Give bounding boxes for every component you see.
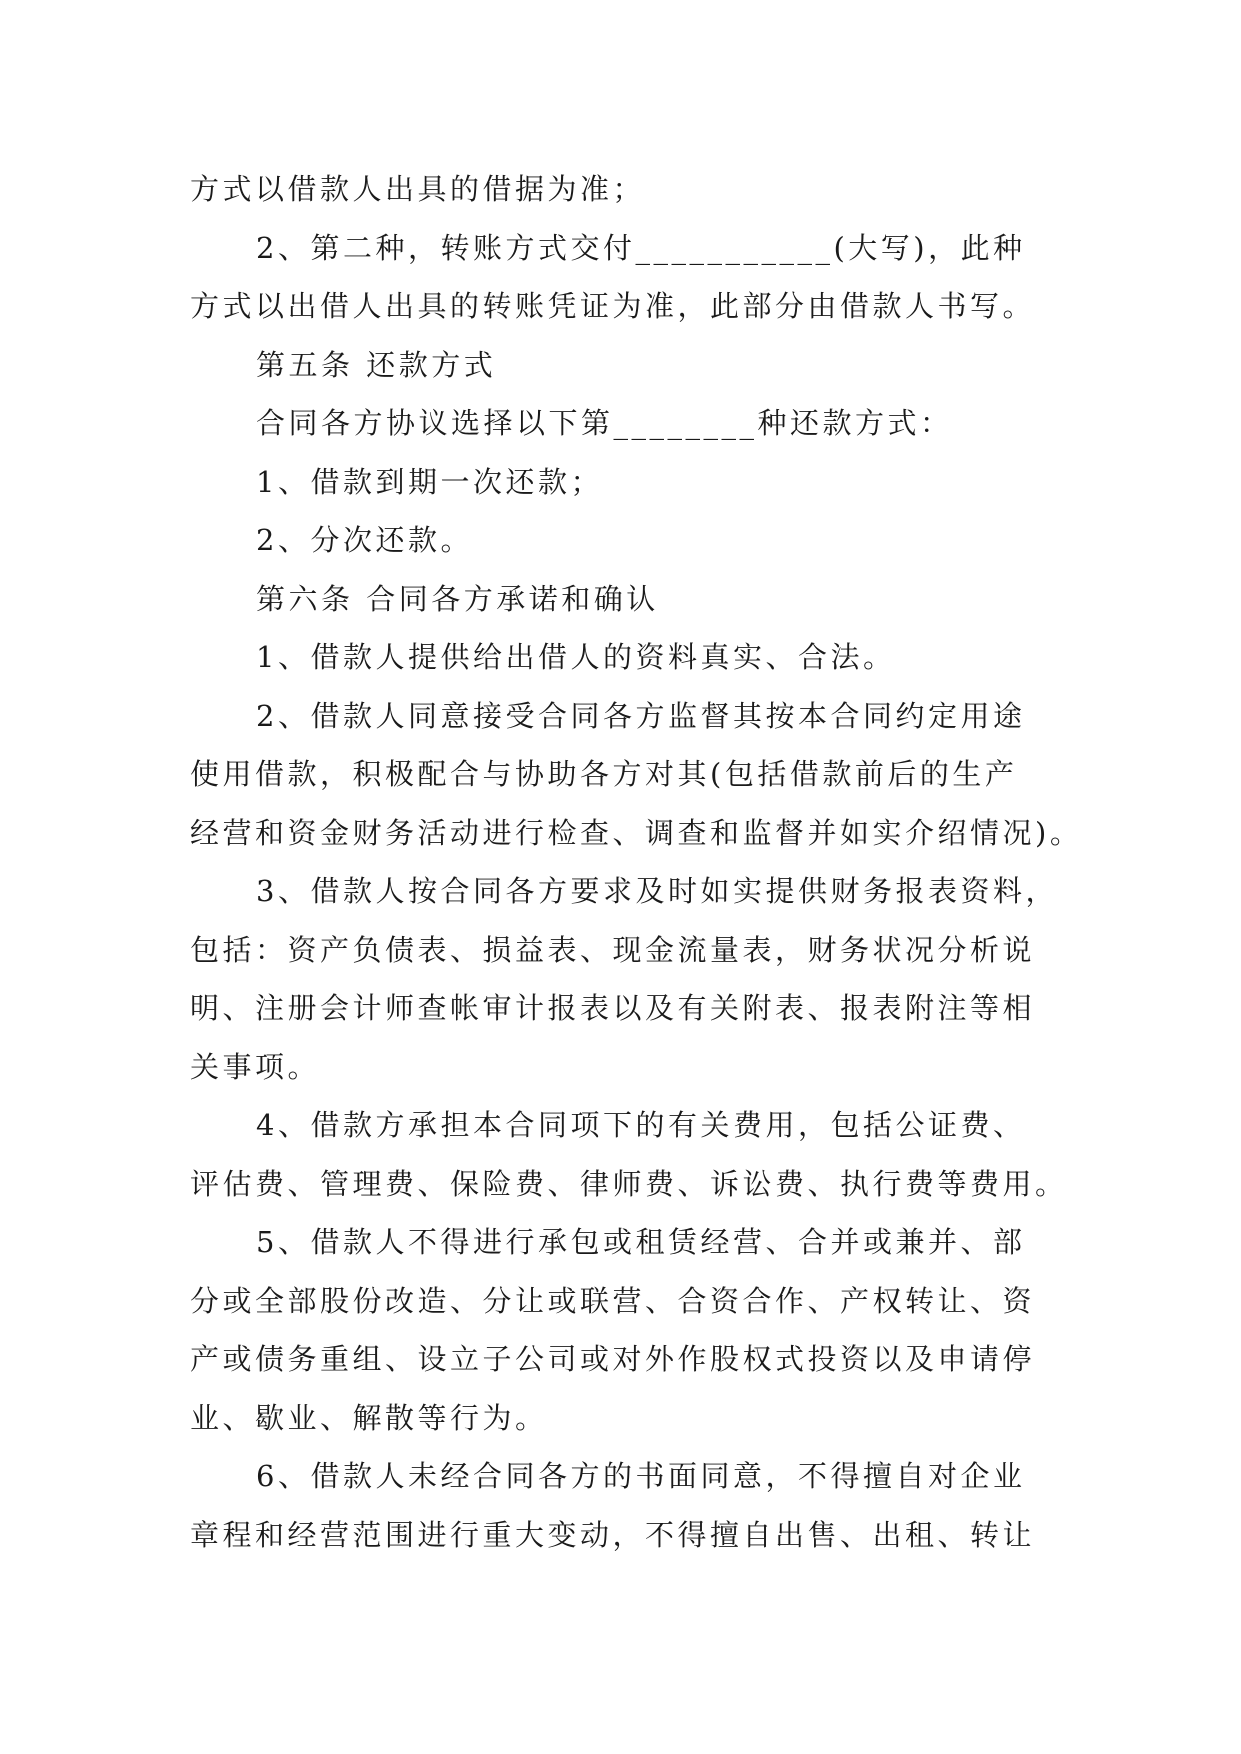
text-line: 经营和资金财务活动进行检查、调查和监督并如实介绍情况)。 (190, 815, 1083, 850)
text-line: 评估费、管理费、保险费、律师费、诉讼费、执行费等费用。 (190, 1166, 1068, 1201)
clause-item: 2、分次还款。 (256, 523, 473, 557)
text-line: 关事项。 (190, 1049, 321, 1084)
text-line: 合同各方协议选择以下第________种还款方式： (256, 406, 953, 440)
article-heading: 第六条 合同各方承诺和确认 (256, 581, 659, 616)
clause-item: 3、借款人按合同各方要求及时如实提供财务报表资料， (256, 874, 1058, 908)
text-line: 使用借款，积极配合与协助各方对其(包括借款前后的生产 (190, 757, 1018, 791)
clause-item: 5、借款人不得进行承包或租赁经营、合并或兼并、部 (256, 1225, 1026, 1259)
clause-item: 1、借款人提供给出借人的资料真实、合法。 (256, 640, 896, 674)
text-line: 产或债务重组、设立子公司或对外作股权式投资以及申请停 (190, 1342, 1036, 1376)
text-line: 章程和经营范围进行重大变动，不得擅自出售、出租、转让 (190, 1517, 1036, 1552)
text-line: 分或全部股份改造、分让或联营、合资合作、产权转让、资 (190, 1283, 1036, 1318)
article-heading: 第五条 还款方式 (256, 347, 497, 382)
text-line: 方式以借款人出具的借据为准； (190, 172, 646, 206)
document-body (190, 160, 1083, 1564)
clause-item: 4、借款方承担本合同项下的有关费用，包括公证费、 (256, 1108, 1026, 1142)
text-line: 包括：资产负债表、损益表、现金流量表，财务状况分析说 (190, 932, 1036, 967)
text-line: 业、歇业、解散等行为。 (190, 1400, 548, 1435)
clause-item: 2、借款人同意接受合同各方监督其按本合同约定用途 (256, 698, 1026, 733)
clause-item: 1、借款到期一次还款； (256, 464, 603, 499)
text-line: 明、注册会计师查帐审计报表以及有关附表、报表附注等相 (190, 991, 1036, 1025)
clause-item: 2、第二种，转账方式交付___________(大写)，此种 (256, 230, 1026, 265)
clause-item: 6、借款人未经合同各方的书面同意，不得擅自对企业 (256, 1459, 1026, 1493)
text-line: 方式以出借人出具的转账凭证为准，此部分由借款人书写。 (190, 289, 1036, 323)
